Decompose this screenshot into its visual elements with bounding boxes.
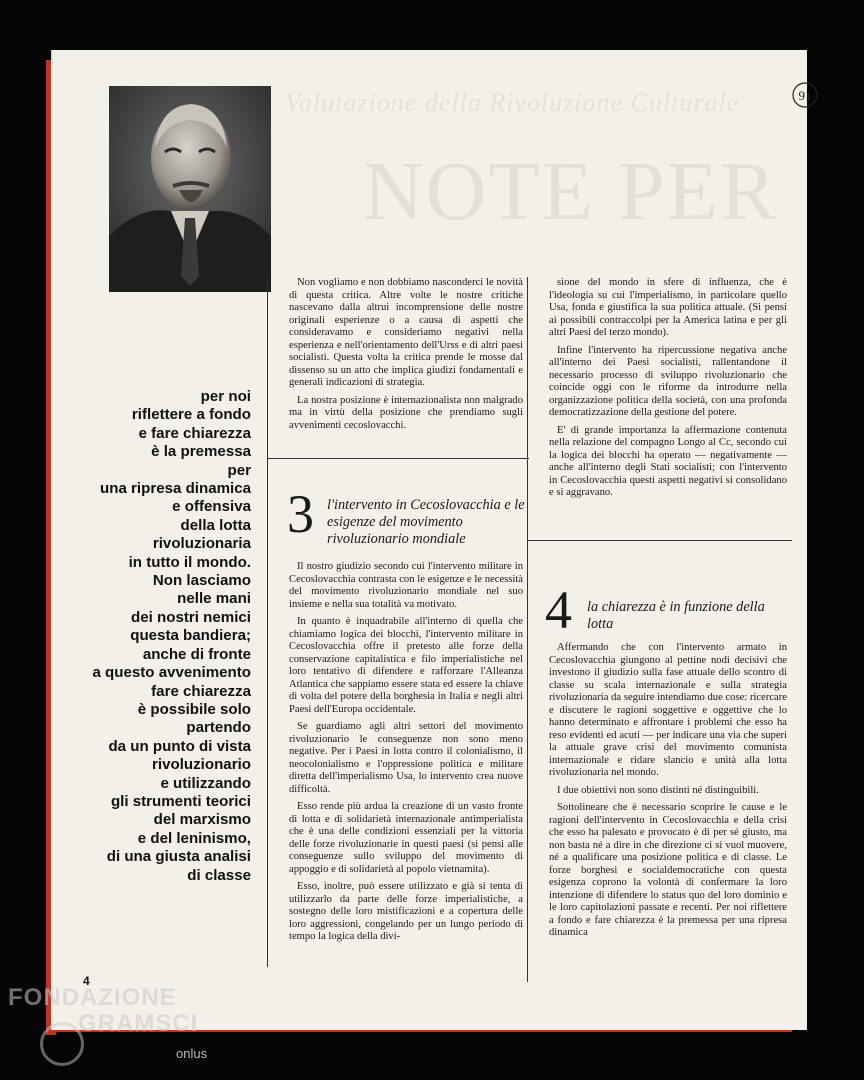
article-paragraph: Affermando che con l'intervento armato in Cecoslovacchia giungono al pettine nodi decisivi che investono il giudizio sulla fase attuale dello scontro di classe su scala internazionale e sulla strategia rivoluzionaria da seguire intendiamo due cose: ricercare e discutere le ragioni soggettive e oggettive che lo hanno determinato e affrontare i problemi che esso ha reso evidenti ed acuti — per indicare una via che superi la attuale grave crisi del movimento comunista internazionale e ridare slancio e unità alla lotta rivoluzionaria nel mondo.: [549, 642, 787, 778]
article-column-2-bottom: [549, 642, 787, 945]
show-through-title: NOTE PER: [363, 145, 778, 238]
article-paragraph: E' di grande importanza la affermazione contenuta nella relazione del compagno Longo al Cc, secondo cui la logica dei blocchi ha operato — negativamente — anche all'interno degli Stati socialisti; con l'intervento in Cecoslovacchia questi aspetti negativi si consolidano e si aggravano.: [549, 424, 787, 498]
archive-watermark: [8, 985, 198, 1037]
pull-quote-line: questa bandiera;: [130, 627, 251, 645]
article-paragraph: La nostra posizione è internazionalista non malgrado ma in virtù della posizione che prendiamo sugli avvenimenti cecoslovacchi.: [289, 394, 523, 431]
pull-quote-line: gli strumenti teorici: [110, 792, 251, 810]
section-4-heading: [527, 540, 792, 641]
watermark-line-2: GRAMSCI: [78, 1010, 199, 1037]
pull-quote-line: del marxismo: [153, 811, 251, 829]
article-column-1-bottom: [289, 561, 523, 949]
section-4-number: 4: [545, 580, 572, 640]
section-3-number: 3: [287, 484, 314, 544]
handwritten-archive-number: [790, 80, 820, 110]
pull-quote-line: di classe: [187, 866, 251, 884]
pull-quote-line: anche di fronte: [142, 645, 251, 663]
handwritten-number-text: 91: [798, 88, 812, 103]
pull-quote-line: a questo avvenimento: [92, 664, 251, 682]
article-paragraph: Esso rende più ardua la creazione di un vasto fronte di lotta e di solidarietà internazionale antimperialista che è una delle condizioni essenziali per la vittoria delle forze rivoluzionarie in questi paesi (si pensi alle conseguenze sullo sviluppo del movimento di appoggio e di solidarietà al popolo vietnamita).: [289, 801, 523, 875]
pull-quote-line: rivoluzionaria: [152, 535, 251, 553]
page-number: 4: [83, 974, 90, 988]
pull-quote-line: Non lasciamo: [152, 572, 251, 590]
pull-quote-line: della lotta: [180, 516, 251, 534]
article-paragraph: Sottolineare che è necessario scoprire le cause e le ragioni dell'intervento in Cecoslovacchia e della crisi che esso ha palesato e provocato è di per sé giusto, ma non basta né a dire in che direzione ci si vuol muovere, né a qualificare una posizione politica e di classe. Le forze borghesi e socialdemocratiche con questa esigenza coprono la volontà di confermare la loro intenzione di difendere lo status quo del loro dominio e le loro capitolazioni passate e recenti. Per noi riflettere a fondo e fare chiarezza è la premessa per una ripresa dinamica: [549, 802, 787, 938]
pull-quote-line: di una giusta analisi: [106, 848, 251, 866]
pull-quote-line: per noi: [200, 388, 251, 405]
pull-quote-line: è possibile solo: [137, 700, 251, 718]
article-paragraph: Non vogliamo e non dobbiamo nasconderci le novità di questa critica. Altre volte le nostre critiche nascevano dalla altrui incomprensione delle nostre originali esperienze o a causa di aspetti che consideravamo e consideriamo negativi nella esperienza e nell'orientamento dell'Urss e di altri paesi socialisti. Questa volta la critica prende le mosse dal dissenso su un atto che implica giudizi fondamentali e generali indicazioni di strategia.: [289, 277, 523, 388]
watermark-logo-icon: [40, 1022, 84, 1066]
pull-quote: [69, 388, 251, 885]
show-through-header: Valutazione della Rivoluzione Culturale: [285, 88, 740, 117]
magazine-page: [53, 50, 812, 1030]
pull-quote-line: una ripresa dinamica: [100, 480, 251, 498]
article-paragraph: I due obiettivi non sono distinti né distinguibili.: [557, 784, 759, 796]
pull-quote-line: in tutto il mondo.: [128, 553, 251, 571]
pull-quote-line: dei nostri nemici: [131, 608, 251, 626]
article-paragraph: sione del mondo in sfere di influenza, che è l'ideologia su cui l'imperialismo, in particolare quello Usa, fonda e giustifica la sua politica attuale. (Si pensi ai possibili contraccolpi per la America latina e per gli altri Paesi del terzo mondo).: [549, 277, 787, 338]
pull-quote-line: e offensiva: [172, 498, 251, 516]
article-paragraph: Il nostro giudizio secondo cui l'intervento militare in Cecoslovacchia contrasta con le esigenze e le necessità del movimento rivoluzionario mondiale nel suo insieme e nella sua totalità va motivato.: [289, 561, 523, 610]
pull-quote-line: fare chiarezza: [151, 682, 251, 700]
watermark-line-1: FONDAZIONE: [8, 984, 177, 1011]
section-3-heading: [267, 458, 529, 559]
article-paragraph: Se guardiamo agli altri settori del movimento rivoluzionario le conseguenze non sono meno negative. Per i Paesi in lotta contro il colonialismo, il neocolonialismo e l'oppressione politica e militare diretta dell'imperialismo Usa, lo intervento crea nuove difficoltà.: [289, 721, 523, 795]
pull-quote-line: per: [227, 461, 251, 479]
column-rule-left: [267, 277, 268, 967]
pull-quote-line: nelle mani: [177, 590, 251, 608]
section-3-title: l'intervento in Cecoslovacchia e le esigenze del movimento rivoluzionario mondiale: [327, 497, 525, 547]
article-paragraph: Infine l'intervento ha ripercussione negativa anche all'interno dei Paesi socialisti, rallentandone il necessario processo di sviluppo rivoluzionario che coincide oggi con le riforme da introdurre nella organizzazione politica della società, con una profonda democratizzazione della gestione del potere.: [549, 344, 787, 418]
pull-quote-line: e utilizzando: [160, 774, 251, 792]
article-column-1-top: [289, 277, 523, 437]
pull-quote-line: partendo: [186, 719, 251, 737]
pull-quote-line: da un punto di vista: [108, 737, 251, 755]
pull-quote-line: è la premessa: [151, 443, 251, 461]
pull-quote-line: e fare chiarezza: [138, 424, 251, 442]
watermark-suffix: onlus: [176, 1046, 208, 1061]
article-paragraph: In quanto è inquadrabile all'interno di quella che chiamiamo logica dei blocchi, l'intervento militare in Cecoslovacchia offre il pretesto alle forze della conservazione capitalistica e filo imperialistiche nel loro tentativo di difendere e rafforzare l'Alleanza Atlantica che sappiamo essere stata ed essere la chiave di volta del potere della borghesia in Italia e negli altri Paesi dell'Europa occidentale.: [289, 616, 523, 715]
pull-quote-line: e del leninismo,: [137, 829, 251, 847]
section-4-title: la chiarezza è in funzione della lotta: [587, 599, 765, 632]
portrait-photo: [109, 86, 271, 292]
article-paragraph: Esso, inoltre, può essere utilizzato e già si tenta di utilizzarlo da parte delle forze imperialistiche, a sostegno delle loro mistificazioni e a copertura delle loro aggressioni, congelando per un lungo periodo di tempo la logica della divi-: [289, 881, 523, 942]
pull-quote-line: rivoluzionario: [152, 756, 251, 774]
pull-quote-line: riflettere a fondo: [131, 406, 251, 424]
article-column-2-top: [549, 277, 787, 505]
